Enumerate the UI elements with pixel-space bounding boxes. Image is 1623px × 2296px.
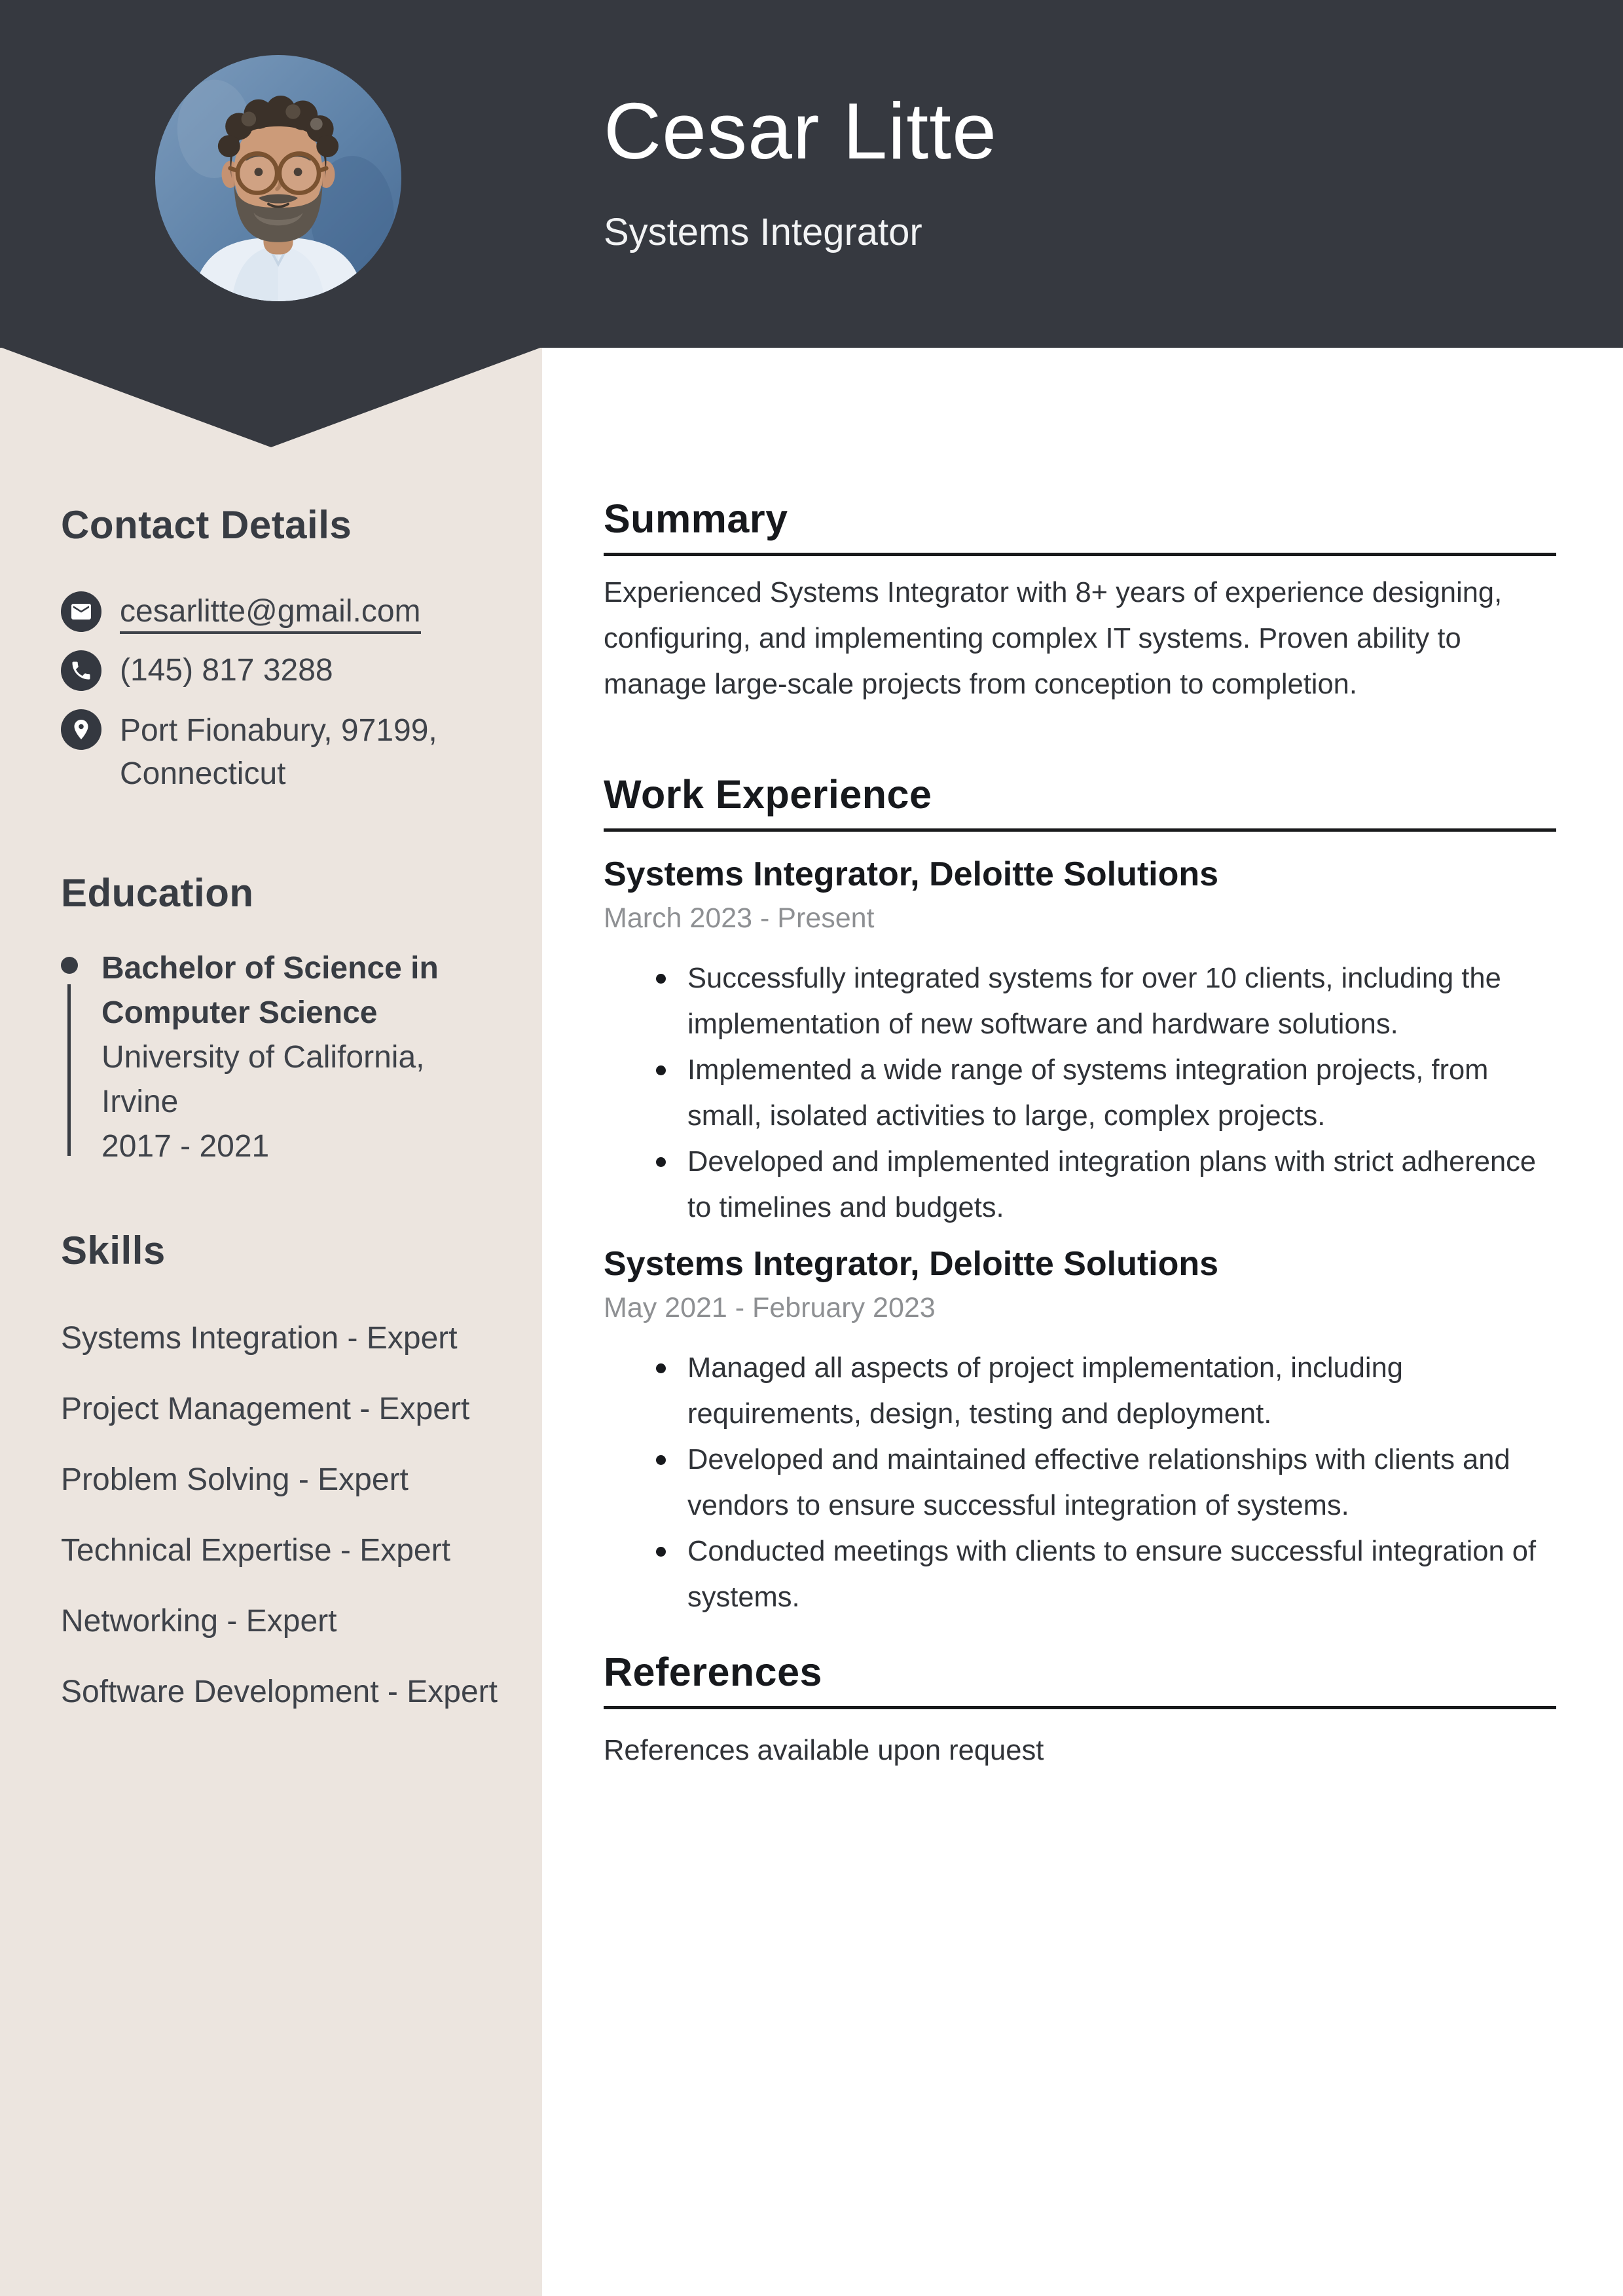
- address-block: [120, 709, 437, 796]
- summary-text: Experienced Systems Integrator with 8+ years of experience designing, configuring, and implementing complex IT systems. Proven ability to manage large-scale projects from conception to completion.: [604, 577, 1503, 700]
- person-name: Cesar Litte: [604, 86, 997, 176]
- education-dates: 2017 - 2021: [101, 1129, 270, 1164]
- education-heading: Education: [61, 871, 254, 915]
- skill-item: Project Management - Expert: [61, 1392, 470, 1426]
- profile-photo: [155, 55, 401, 301]
- address-line-1: Port Fionabury, 97199,: [120, 713, 437, 748]
- education-entry: [61, 946, 460, 1169]
- education-details: [101, 946, 455, 1169]
- email-link[interactable]: cesarlitte@gmail.com: [120, 594, 421, 634]
- skill-item: Networking - Expert: [61, 1604, 337, 1639]
- references-text: References available upon request: [604, 1735, 1044, 1766]
- job-bullet-list: [656, 1345, 1556, 1620]
- job-dates: March 2023 - Present: [604, 902, 875, 934]
- phone-number: (145) 817 3288: [120, 653, 333, 688]
- job-bullet: Successfully integrated systems for over 10 clients, including the implementation of new software and hardware solutions.: [656, 955, 1556, 1047]
- skill-item: Software Development - Expert: [61, 1675, 498, 1709]
- contact-row-email: [61, 591, 493, 632]
- job-bullet: Developed and maintained effective relationships with clients and vendors to ensure successful integration of systems.: [656, 1437, 1556, 1528]
- education-school-line-1: University of California,: [101, 1040, 425, 1075]
- education-degree-line-1: Bachelor of Science in: [101, 951, 439, 986]
- job-title: Systems Integrator, Deloitte Solutions: [604, 1245, 1219, 1283]
- location-pin-icon: [61, 709, 101, 750]
- profile-photo-illustration: [155, 55, 401, 301]
- contact-list: [61, 591, 493, 796]
- summary-heading: Summary: [604, 499, 1556, 556]
- work-experience-heading: Work Experience: [604, 775, 1556, 832]
- education-degree-line-2: Computer Science: [101, 995, 378, 1030]
- job-bullet: Developed and implemented integration plans with strict adherence to timelines and budgets.: [656, 1139, 1556, 1231]
- education-school-line-2: Irvine: [101, 1084, 179, 1119]
- job-bullet: Implemented a wide range of systems integration projects, from small, isolated activities to large, complex projects.: [656, 1047, 1556, 1139]
- envelope-icon: [61, 591, 101, 632]
- job-title: Systems Integrator, Deloitte Solutions: [604, 855, 1219, 893]
- skills-heading: Skills: [61, 1229, 166, 1272]
- skill-item: Technical Expertise - Expert: [61, 1533, 450, 1568]
- contact-details-heading: Contact Details: [61, 503, 352, 547]
- timeline-dot-icon: [61, 957, 78, 974]
- references-heading: References: [604, 1652, 1556, 1709]
- skill-item: Systems Integration - Expert: [61, 1321, 458, 1356]
- job-bullet: Conducted meetings with clients to ensure successful integration of systems.: [656, 1528, 1556, 1620]
- person-job-title: Systems Integrator: [604, 211, 922, 253]
- phone-icon: [61, 650, 101, 691]
- job-dates: May 2021 - February 2023: [604, 1292, 936, 1324]
- work-experience-entry-2: [604, 1244, 1556, 1620]
- address-line-2: Connecticut: [120, 756, 286, 791]
- skill-item: Problem Solving - Expert: [61, 1462, 409, 1497]
- job-bullet: Managed all aspects of project implementation, including requirements, design, testing and deployment.: [656, 1345, 1556, 1437]
- skills-list: [61, 1320, 506, 1745]
- job-bullet-list: [656, 955, 1556, 1231]
- timeline-rail: [67, 984, 71, 1156]
- work-experience-entry-1: [604, 855, 1556, 1231]
- contact-row-address: [61, 709, 493, 796]
- contact-row-phone: [61, 650, 493, 691]
